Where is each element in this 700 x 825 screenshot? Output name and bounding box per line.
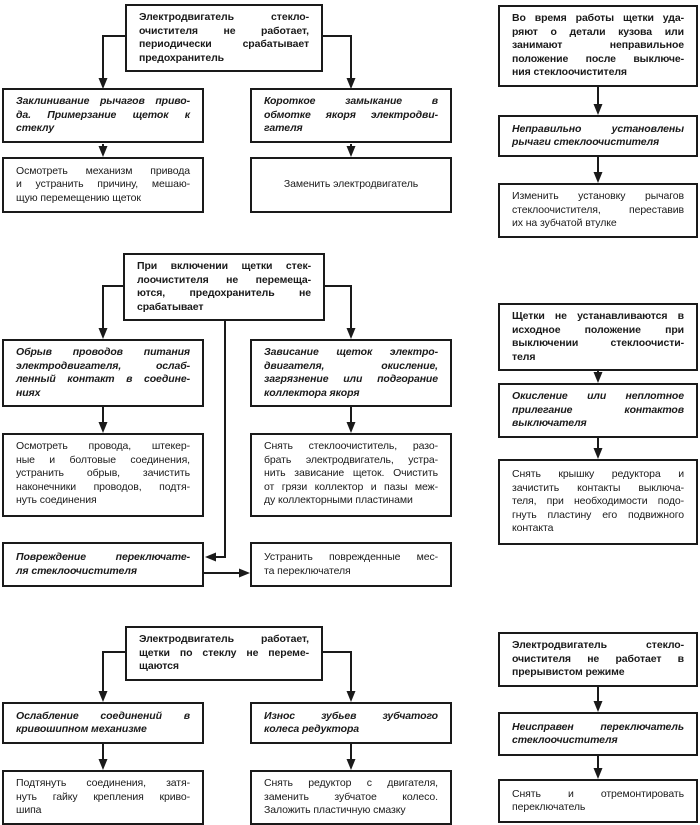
fault6-cause-box: Неисправен переключатель стеклоочистителя <box>498 712 698 756</box>
fault4-remedy-box: Изменить установку рычагов стеклоочистителя, переставив их на зубчатой втулке <box>498 183 698 238</box>
fault1-remedy-left-box: Осмотреть механизм привода и устранить причину, мешаю- щую перемещению щеток <box>2 157 204 213</box>
fault3-symptom-box: Электродвигатель работает, щетки по стеклу не переме- щаются <box>125 626 323 681</box>
fault3-cause-left-box: Ослабление соединений в кривошипном механизме <box>2 702 204 744</box>
fault2-symptom-box: При включении щетки стек- лоочистителя не перемеща- ются, предохранитель не срабатывает <box>123 253 325 321</box>
fault1-cause-left-box: Заклинивание рычагов приво- да. Примерзание щеток к стеклу <box>2 88 204 143</box>
fault1-remedy-right-box: Заменить электродвигатель <box>250 157 452 213</box>
fault5-cause-box: Окисление или неплотное прилегание контактов выключателя <box>498 383 698 438</box>
fault1-cause-right-box: Короткое замыкание в обмотке якоря электродви- гателя <box>250 88 452 143</box>
fault6-remedy-box: Снять и отремонтировать переключатель <box>498 779 698 823</box>
fault2-cause-switch-box: Повреждение переключате- ля стеклоочистителя <box>2 542 204 587</box>
fault2-cause-left-box: Обрыв проводов питания электродвигателя, ослаб- ленный контакт в соедине- ниях <box>2 339 204 407</box>
fault5-symptom-box: Щетки не устанавливаются в исходное положение при выключении стеклоочисти- теля <box>498 303 698 371</box>
fault3-cause-right-box: Износ зубьев зубчатого колеса редуктора <box>250 702 452 744</box>
fault3-remedy-right-box: Снять редуктор с двигателя, заменить зубчатое колесо. Заложить пластичную смазку <box>250 770 452 825</box>
fault4-symptom-box: Во время работы щетки уда- ряют о детали кузова или занимают неправильное положение после выключе- ния стеклоочистителя <box>498 5 698 87</box>
fault6-symptom-box: Электродвигатель стекло- очистителя не работает в прерывистом режиме <box>498 632 698 687</box>
fault1-symptom-box: Электродвигатель стекло- очистителя не работает, периодически срабатывает предохранитель <box>125 4 323 72</box>
connector-fault2-branches <box>99 286 356 578</box>
fault2-cause-right-box: Зависание щеток электро- двигателя, окисление, загрязнение или подгорание коллектора якоря <box>250 339 452 407</box>
fault2-remedy-right-box: Снять стеклоочиститель, разо- брать электродвигатель, устра- нить зависание щеток. Очистить от грязи коллектор и пазы меж- ду коллекторными пластинами <box>250 433 452 517</box>
fault2-remedy-left-box: Осмотреть провода, штекер- ные и болтовые соединения, устранить обрыв, зачистить наконечники проводов, подтя- нуть соединения <box>2 433 204 517</box>
fault2-remedy-switch-box: Устранить поврежденные мес- та переключателя <box>250 542 452 587</box>
fault5-remedy-box: Снять крышку редуктора и зачистить контакты выключа- теля, при необходимости подо- гнуть пластину его подвижного контакта <box>498 459 698 545</box>
fault3-remedy-left-box: Подтянуть соединения, затя- нуть гайку крепления криво- шипа <box>2 770 204 825</box>
fault4-cause-box: Неправильно установлены рычаги стеклоочистителя <box>498 115 698 157</box>
